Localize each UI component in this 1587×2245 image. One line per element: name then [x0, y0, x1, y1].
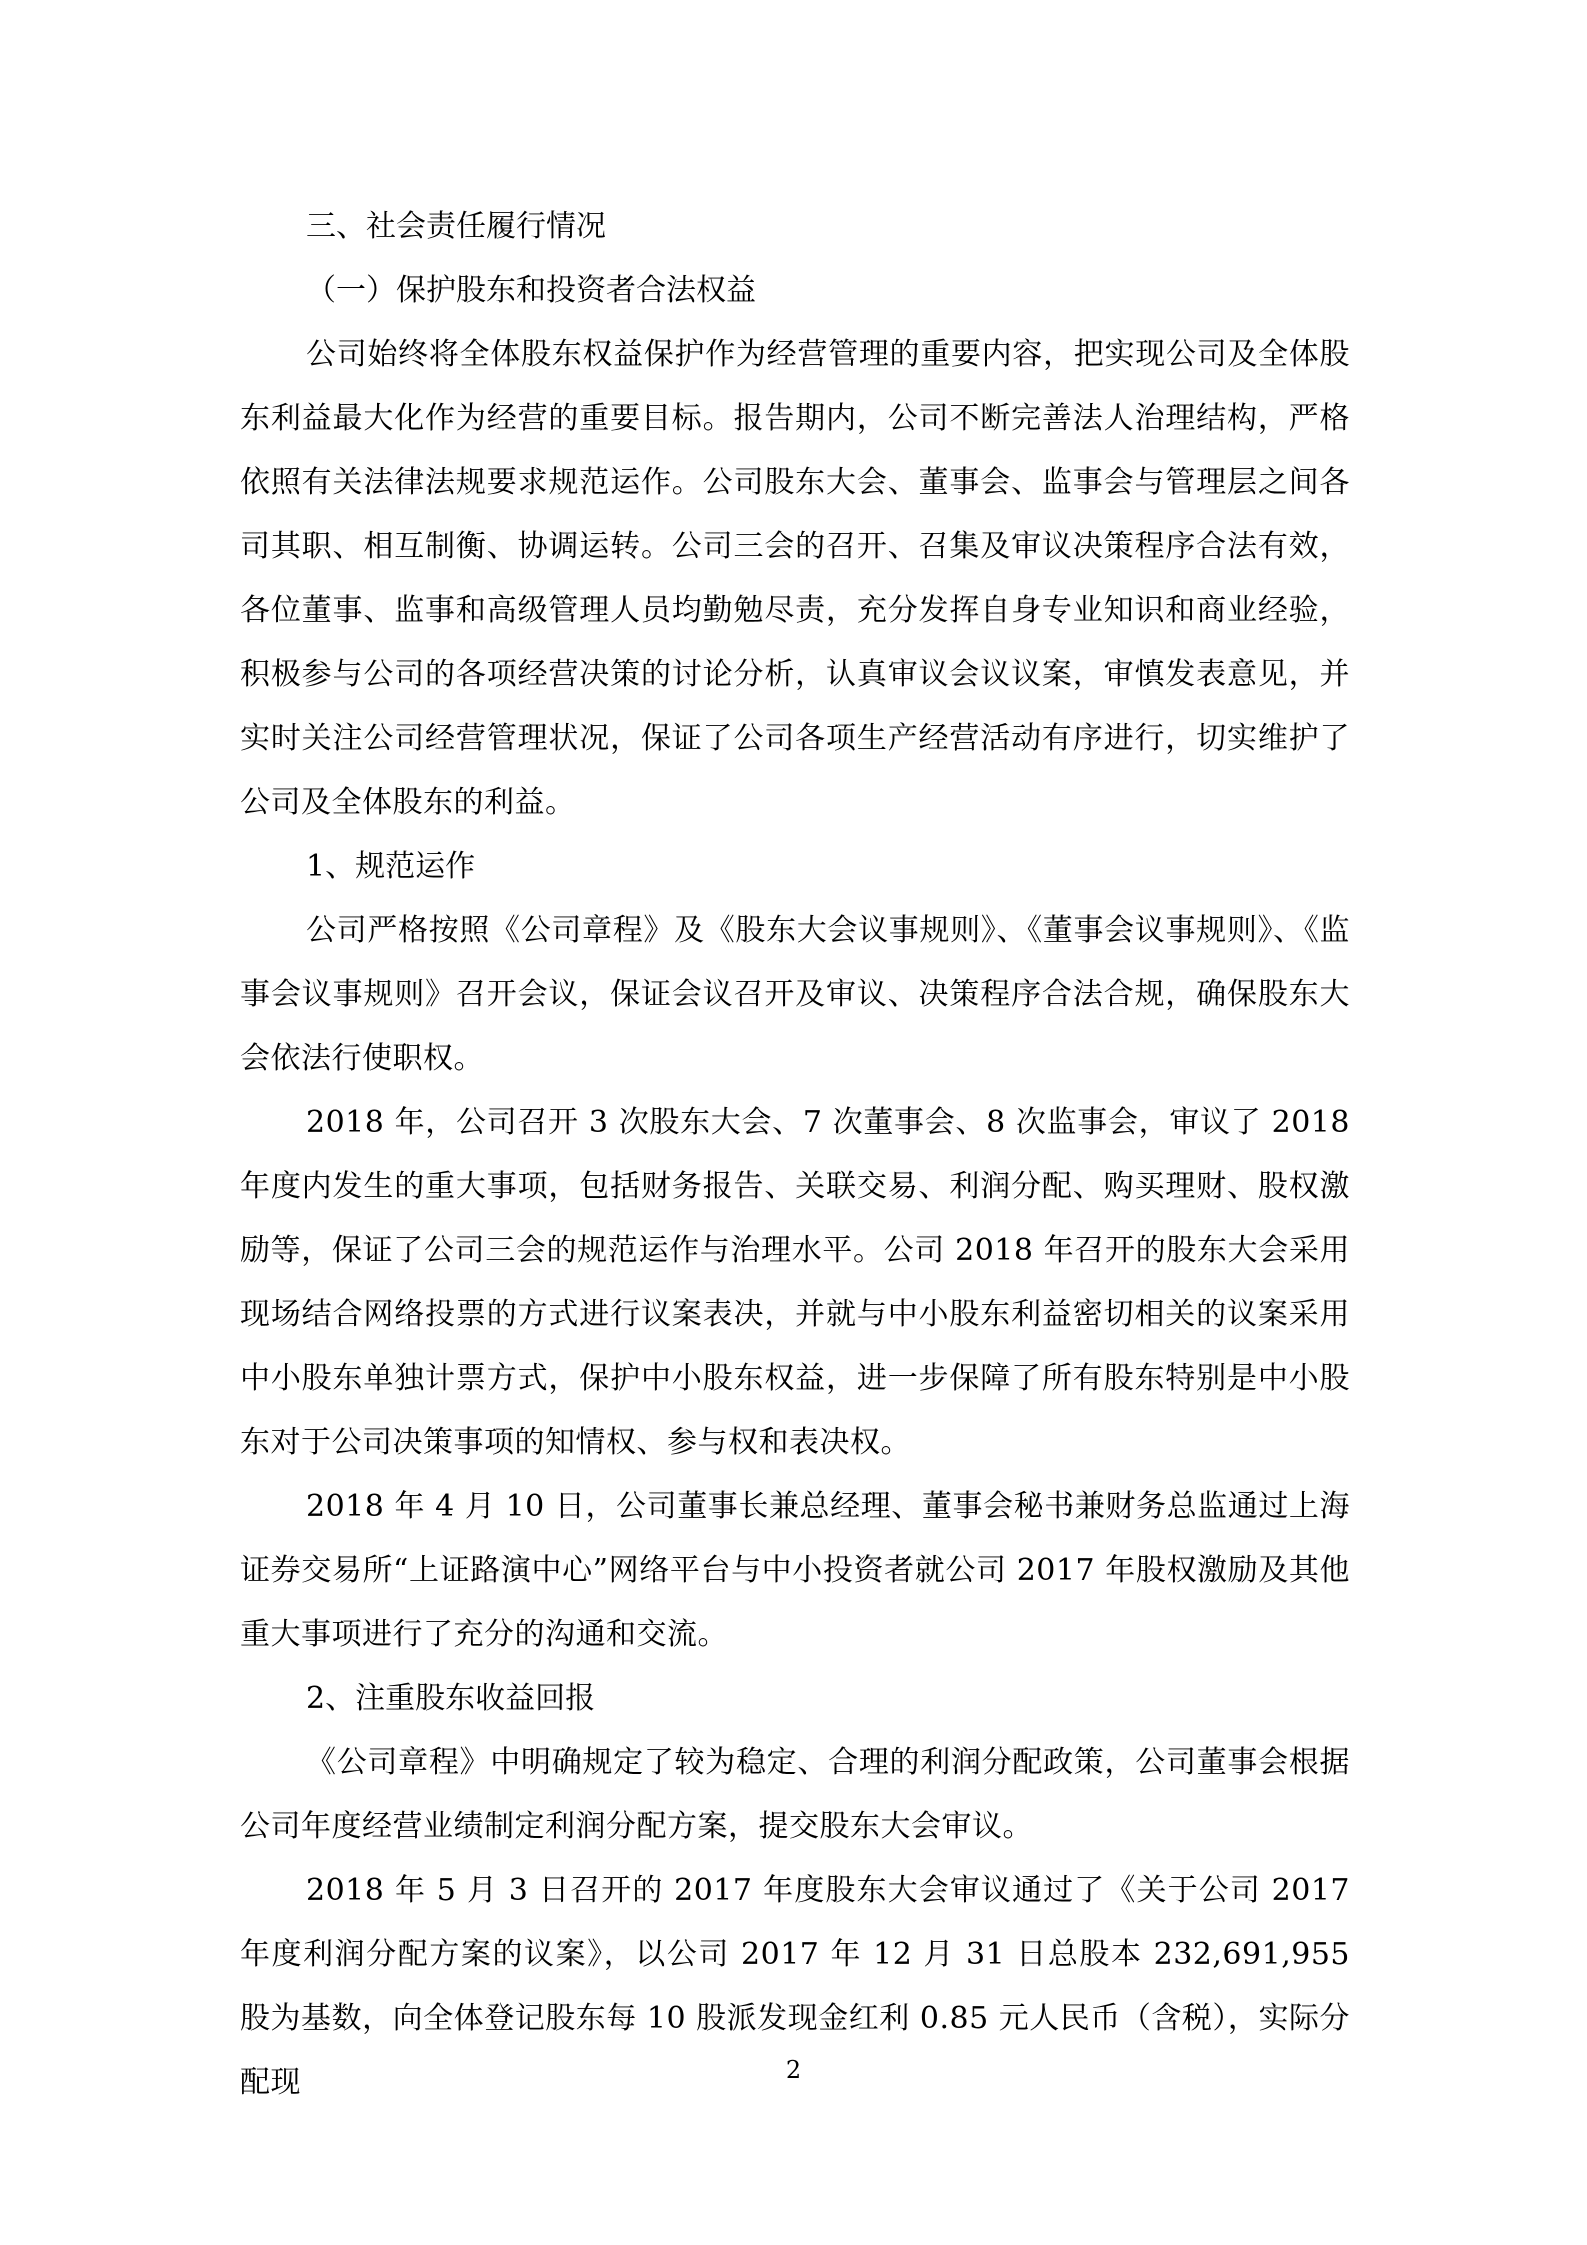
item-title-standard-operation: 1、规范运作 [306, 849, 476, 884]
paragraph-dividend-policy: 《公司章程》中明确规定了较为稳定、合理的利润分配政策，公司董事会根据公司年度经营业绩制定利润分配方案，提交股东大会审议。 [240, 1745, 1350, 1844]
subsection-title: （一）保护股东和投资者合法权益 [306, 273, 756, 308]
paragraph-2017-dividend: 2018 年 5 月 3 日召开的 2017 年度股东大会审议通过了《关于公司 2017 年度利润分配方案的议案》，以公司 2017 年 12 月 31 日总股本 232,691,955 股为基数，向全体登记股东每 10 股派发现金红利 0.85 元人民币（含税），实际分配现 [240, 1873, 1350, 2100]
document-body [240, 195, 1350, 2115]
paragraph-shareholder-protection: 公司始终将全体股东权益保护作为经营管理的重要内容，把实现公司及全体股东利益最大化作为经营的重要目标。报告期内，公司不断完善法人治理结构，严格依照有关法律法规要求规范运作。公司股东大会、董事会、监事会与管理层之间各司其职、相互制衡、协调运转。公司三会的召开、召集及审议决策程序合法有效，各位董事、监事和高级管理人员均勤勉尽责，充分发挥自身专业知识和商业经验，积极参与公司的各项经营决策的讨论分析，认真审议会议议案，审慎发表意见，并实时关注公司经营管理状况，保证了公司各项生产经营活动有序进行，切实维护了公司及全体股东的利益。 [240, 337, 1350, 820]
item-title-shareholder-returns: 2、注重股东收益回报 [306, 1681, 596, 1716]
paragraph-meeting-rules: 公司严格按照《公司章程》及《股东大会议事规则》、《董事会议事规则》、《监事会议事规则》召开会议，保证会议召开及审议、决策程序合法合规，确保股东大会依法行使职权。 [240, 913, 1350, 1076]
paragraph-2018-meetings: 2018 年，公司召开 3 次股东大会、7 次董事会、8 次监事会，审议了 2018 年度内发生的重大事项，包括财务报告、关联交易、利润分配、购买理财、股权激励等，保证了公司三会的规范运作与治理水平。公司 2018 年召开的股东大会采用现场结合网络投票的方式进行议案表决，并就与中小股东利益密切相关的议案采用中小股东单独计票方式，保护中小股东权益，进一步保障了所有股东特别是中小股东对于公司决策事项的知情权、参与权和表决权。 [240, 1105, 1350, 1460]
page-number: 2 [785, 2056, 802, 2084]
paragraph-investor-communication: 2018 年 4 月 10 日，公司董事长兼总经理、董事会秘书兼财务总监通过上海证券交易所“上证路演中心”网络平台与中小投资者就公司 2017 年股权激励及其他重大事项进行了充分的沟通和交流。 [240, 1489, 1350, 1652]
section-title: 三、社会责任履行情况 [306, 209, 606, 244]
